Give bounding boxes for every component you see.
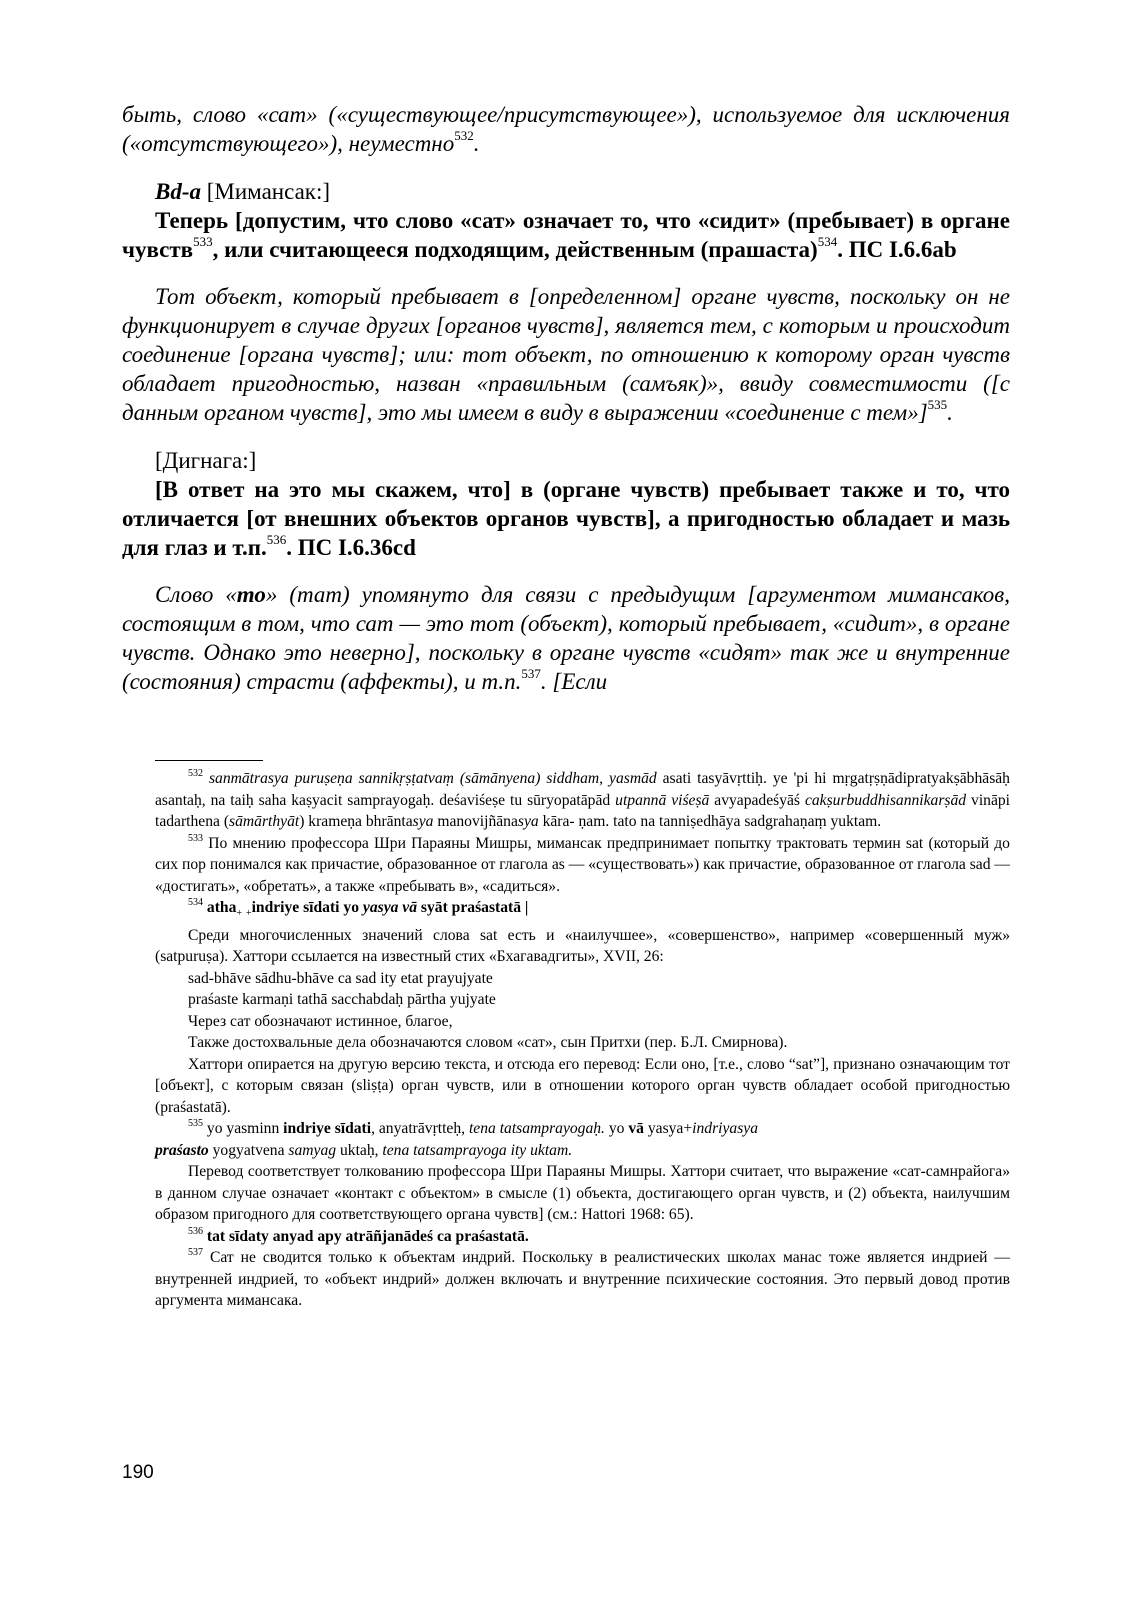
footnote-537: $^{537}$ Сат не сводится только к объектам индрий. Поскольку в реалистических школах манас тоже является индрией — внутренней индрией, то «объект индрий» должен включать и внутренние психические состояния. Это первый довод против аргумента мимансака. bbox=[155, 1247, 1011, 1310]
speaker-dignaga: [Дигнага:] bbox=[155, 448, 257, 473]
footnote-ref-536[interactable]: 536 bbox=[266, 532, 287, 547]
main-text bbox=[122, 100, 1010, 696]
footnote-separator bbox=[155, 760, 263, 761]
footnote-ref-537[interactable]: 537 bbox=[521, 666, 541, 681]
footnote-532: $^{532}$ sanmātrasya puruṣeṇa sannikṛṣṭatvaṃ (sāmānyena) siddham, yasmād asati tasyāvṛttiḥ. ye 'pi hi mṛgatṛṣṇādipratyakṣābhāsāḥ asantaḥ, na taiḥ saha kaṣyacit samprayogaḥ. deśaviśeṣe tu sūryopatāpād utpannā viśeṣā avyapadeśyāś cakṣurbuddhisannikarṣād vināpi tadarthena (sāmārthyāt) krameṇa bhrāntasya manovijñānasya kāra- ṇam. tato na tanniṣedhāya sadgrahaṇaṃ yuktam. bbox=[155, 768, 1010, 830]
footnotes: $^{532}$ sanmātrasya puruṣeṇa sannikṛṣṭatvaṃ (sāmānyena) siddham, yasmād asati tasyāvṛttiḥ. ye 'pi hi mṛgatṛṣṇādipratyakṣābhāsāḥ asantaḥ, na taiḥ saha kaṣyacit samprayogaḥ. deśaviśeṣe tu sūryopatāpād utpannā viśeṣā avyapadeśyāś cakṣurbuddhisannikarṣād vināpi tadarthena (sāmārthyāt) krameṇa bhrāntasya manovijñānasya kāra- ṇam. tato na tanniṣedhāya sadgrahaṇaṃ yuktam. $^{533}$ По мнению профессора Шри Параяны Мишры, мимансак предпринимает попытку трактовать термин sat (который до сих пор понимался как причастие, образованное от глагола as — «существовать») как причастие, образованное от глагола sad — «достигать», «обретать», а также «пребывать в», «садиться». $^{534}$ atha$_+$ $_+$indriye sīdati yo yasya vā syāt praśastatā | Среди многочисленных значений слова sat есть и «наилучшее», «совершенство», например «совершенный муж» (satpuruṣa). Хаттори ссылается на известный стих «Бхагавадгиты», XVII, 26: sad-bhāve sādhu-bhāve ca sad ity etat prayujyate praśaste karmaṇi tathā sacchabdaḥ pārtha yujyate Через сат обозначают истинное, благое, Также достохвальные дела обозначаются словом «сат», сын Притхи (пер. Б.Л. Смирнова). Хаттори опирается на другую версию текста, и отсюда его перевод: Если оно, [т.е., слово “sat”], признано означающим тот [объект], с которым связан (sliṣṭa) орган чувств, или в отношении которого орган чувств обладает особой пригодностью (praśastatā). $^{535}$ yo yasminn indriye sīdati, anyatrāvṛtteḥ, tena tatsamprayogaḥ. yo vā yasya+indriyasya praśasto yogyatvena samyag uktaḥ, tena tatsamprayoga ity uktam. Перевод соответствует толкованию профессора Шри Параяны Мишры. Хаттори считает, что выражение «сат-самнрайога» в данном случае означает «контакт с объектом» в смысле (1) объекта, достигающего орган чувств, и (2) объекта, наилучшим образом пригодного для соответствующего органа чувств] (см.: Hattori 1968: 65). $^{536}$ tat sīdaty anyad apy atrāñjanādeś ca praśastatā. $^{537}$ Сат не сводится только к объектам индрий. Поскольку в реалистических школах манас тоже является индрией — внутренней индрией, то «объект индрий» должен включать и внутренние психические состояния. Это первый довод против аргумента мимансака. bbox=[155, 768, 1010, 1312]
footnote-ref-532[interactable]: 532 bbox=[454, 128, 474, 143]
speaker-mimamsaka: Bd-a [Мимансак:] bbox=[155, 179, 331, 204]
commentary-2: Слово «то» (тат) упомянуто для связи с предыдущим [аргументом мимансаков, состоящим в том, что сат — это тот (объект), который пребывает, «сидит», в органе чувств. Однако это неверно], поскольку в органе чувств «сидят» так же и внутренние (состояния) страсти (аффекты), и т.п.$^{537}$. [Если bbox=[122, 582, 1010, 694]
page-number: 190 bbox=[122, 1462, 154, 1483]
footnote-534: $^{534}$ atha$_+$ $_+$indriye sīdati yo yasya vā syāt praśastatā | bbox=[188, 897, 529, 920]
footnote-533: $^{533}$ По мнению профессора Шри Параяны Мишры, мимансак предпринимает попытку трактовать термин sat (который до сих пор понимался как причастие, образованное от глагола as — «существовать») как причастие, образованное от глагола sad — «достигать», «обретать», а также «пребывать в», «садиться». bbox=[155, 832, 1010, 895]
footnote-536: $^{536}$ tat sīdaty anyad apy atrāñjanādeś ca praśastatā. bbox=[188, 1225, 529, 1245]
footnote-535: $^{535}$ yo yasminn indriye sīdati, anyatrāvṛtteḥ, tena tatsamprayogaḥ. yo vā yasya+indriyasya praśasto yogyatvena samyag uktaḥ, tena tatsamprayoga ity uktam. bbox=[155, 1118, 758, 1159]
verse-1: Теперь [допустим, что слово «сат» означает то, что «сидит» (пребывает) в органе чувств$^{533}$, или считающееся подходящим, действенным (прашаста)$^{534}$. ПС I.6.6ab bbox=[122, 208, 1010, 262]
footnote-ref-534[interactable]: 534 bbox=[817, 234, 838, 249]
commentary-1: Тот объект, который пребывает в [определенном] органе чувств, поскольку он не функционирует в случае других [органов чувств], является тем, с которым и происходит соединение [органа чувств]; или: тот объект, по отношению к которому орган чувств обладает пригодностью, назван «правильным (самъяк)», ввиду совместимости ([с данным органом чувств], это мы имеем в виду в выражении «соединение с тем»]$^{535}$. bbox=[122, 284, 1010, 425]
top-paragraph: быть, слово «сат» («существующее/присутствующее»), используемое для исключения («отсутствующего»), неуместно$^{532}$. bbox=[122, 102, 1010, 156]
footnote-ref-533[interactable]: 533 bbox=[193, 234, 213, 249]
footnote-ref-535[interactable]: 535 bbox=[927, 397, 948, 412]
verse-2: [В ответ на это мы скажем, что] в (органе чувств) пребывает также и то, что отличается [от внешних объектов органов чувств], а пригодностью обладает и мазь для глаз и т.п.$^{536}$. ПС I.6.36cd bbox=[122, 477, 1010, 560]
